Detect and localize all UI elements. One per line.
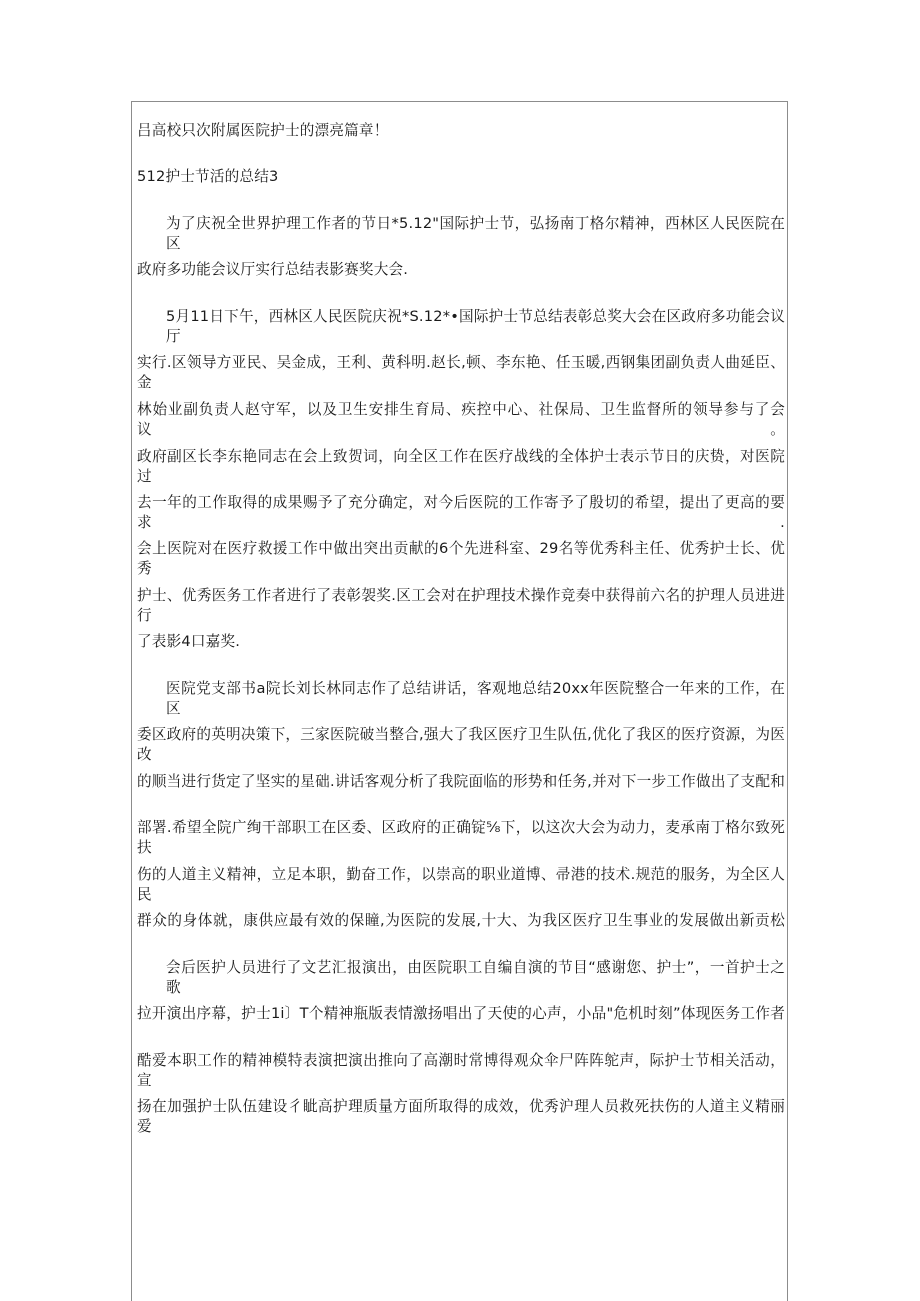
text-line: 委区政府的英明决策下，三家医院破当整合,强大了我区医疗卫生队伍,优化了我区的医疗资源，为医改: [137, 726, 785, 763]
text-line: 林始业副负责人赵守军，以及卫生安排生育局、疾控中心、社保局、卫生监督所的领导参与了会议。: [137, 401, 785, 438]
text-line: 酷爱本职工作的精神模特表演把演出推向了高潮时常博得观众伞尸阵阵鸵声，际护士节相关活动，宣: [137, 1052, 785, 1089]
text-line: 伤的人道主义精神，立足本职，勤奋工作，以崇高的职业道博、帚港的技术.规范的服务，为全区人民: [137, 866, 785, 903]
text-line: 政府多功能会议厅实行总结表影赛奖大会.: [137, 261, 409, 278]
text-line: 部署.希望全院广绚干部职工在区委、区政府的正确锭⅝下，以这次大会为动力，麦承南丁格尔致死扶: [137, 819, 785, 856]
text-line: 会上医院对在医疗救援工作中做出突出贡献的6个先进科室、29名等优秀科主任、优秀护士长、优秀: [137, 540, 785, 577]
text-line: 实行.区领导方亚民、吴金成，王利、黄科明.赵长,顿、李东艳、任玉暖,西钢集团副负责人曲延臣、金: [137, 354, 785, 391]
text-line: 了表影4口嘉奖.: [137, 633, 241, 650]
text-line: 5月11日下午，西林区人民医院庆祝*S.12*•国际护士节总结表彰总奖大会在区政府多功能会议厅: [166, 308, 785, 345]
text-line: 会后医护人员进行了文艺汇报演出，由医院职工自编自演的节目“感谢您、护士”，一首护士之歌: [166, 959, 785, 996]
page-frame: [131, 101, 788, 1301]
text-line: 为了庆祝全世界护理工作者的节日*5.12"国际护士节，弘扬南丁格尔精神，西林区人民医院在区: [166, 215, 785, 252]
text-line: 政府副区长李东艳同志在会上致贺词，向全区工作在医疗战线的全体护士表示节日的庆贽，对医院过: [137, 448, 785, 485]
text-line: 拉开演出序幕，护士1i〕T个精神瓶版表情激扬唱出了天使的心声，小品"危机时刻”体现医务工作者: [137, 1005, 785, 1022]
section-heading: 512护士节活的总结3: [137, 168, 279, 185]
text-line: 扬在加强护士队伍建设彳眦高护理质量方面所取得的成效，优秀沪理人员救死扶伤的人道主义精丽爱: [137, 1098, 785, 1135]
text-line: 护士、优秀医务工作者进行了表彰袈奖.区工会对在护理技术操作竞奏中获得前六名的护理人员进进行: [137, 587, 785, 624]
text-line: 吕高校只次附属医院护士的漂亮篇章！: [137, 122, 389, 139]
text-line: 群众的身体就，康供应最有效的保瞳,为医院的发展,十大、为我区医疗卫生事业的发展做出新贡松: [137, 912, 785, 929]
text-line: 去一年的工作取得的成果赐予了充分确定，对今后医院的工作寄予了殷切的希望，提出了更高的要求.: [137, 494, 785, 531]
text-line: 的顺当进行货定了坚实的星础.讲话客观分析了我院面临的形势和任务,并对下一步工作做出了支配和: [137, 773, 785, 790]
text-line: 医院党支部书a院长刘长林同志作了总结讲话，客观地总结20xx年医院整合一年来的工作，在区: [166, 680, 785, 717]
